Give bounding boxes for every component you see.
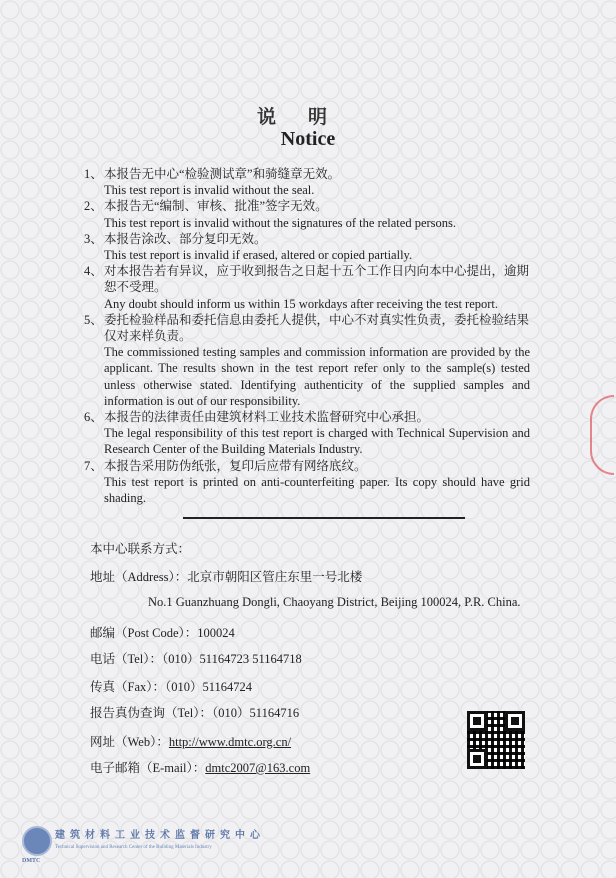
item-text-cn: 本报告无“编制、审核、批准”签字无效。 <box>104 199 328 214</box>
notice-list <box>84 166 530 506</box>
footer-org-cn: 建筑材料工业技术监督研究中心 <box>55 830 265 841</box>
item-text-cn: 本报告采用防伪纸张，复印后应带有网络底纹。 <box>104 458 367 473</box>
address-value: 北京市朝阳区管庄东里一号北楼 <box>187 570 363 584</box>
contact-heading: 本中心联系方式： <box>90 542 191 556</box>
item-text-cn: 委托检验样品和委托信息由委托人提供，中心不对真实性负责，委托检验结果仅对来样负责。 <box>104 312 530 344</box>
item-text-cn: 本报告的法律责任由建筑材料工业技术监督研究中心承担。 <box>104 410 430 425</box>
item-number: 6、 <box>84 410 103 425</box>
address-label: 地址（Address）： <box>90 570 188 584</box>
item-number: 5、 <box>84 312 103 327</box>
verify-telephone: 报告真伪查询（Tel）：（010）51164716 <box>90 706 300 720</box>
footer-abbr: DMTC <box>22 858 41 864</box>
item-text-en: The legal responsibility of this test report is charged with Technical Supervision and Research Center of the Building Materials Industry. <box>104 426 530 457</box>
item-text-cn: 对本报告若有异议，应于收到报告之日起十五个工作日内向本中心提出，逾期恕不受理。 <box>104 264 530 295</box>
item-text-en: This test report is invalid if erased, altered or copied partially. <box>104 248 413 263</box>
item-text-cn: 本报告涂改、部分复印无效。 <box>104 231 267 246</box>
notice-item <box>84 263 530 312</box>
postcode: 邮编（Post Code）：100024 <box>90 626 235 640</box>
dmtc-logo-icon <box>22 826 52 856</box>
footer-org-en: Technical Supervision and Research Center of the Building Materials Industry <box>55 845 212 850</box>
item-number: 1、 <box>84 167 103 181</box>
notice-item <box>84 409 530 458</box>
title-chinese: 说明 <box>256 107 359 128</box>
email-label: 电子邮箱（E-mail）： <box>90 761 206 775</box>
telephone: 电话（Tel）：（010）51164723 51164718 <box>90 652 302 666</box>
red-seal-stamp <box>590 395 614 475</box>
title-english: Notice <box>280 128 336 150</box>
notice-item <box>84 231 530 263</box>
item-number: 3、 <box>84 231 103 246</box>
website-label: 网址（Web）： <box>90 735 169 749</box>
website-link[interactable]: http://www.dmtc.org.cn/ <box>168 735 292 749</box>
notice-item <box>84 198 530 230</box>
item-number: 4、 <box>84 264 103 279</box>
item-text-en: This test report is invalid without the seal. <box>104 183 315 198</box>
email-link[interactable]: dmtc2007@163.com <box>205 761 311 775</box>
item-text-en: Any doubt should inform us within 15 workdays after receiving the test report. <box>104 296 499 311</box>
qr-code <box>467 711 525 769</box>
item-text-en: This test report is invalid without the signatures of the related persons. <box>104 215 457 230</box>
address-cn <box>90 570 362 585</box>
fax: 传真（Fax）：（010）51164724 <box>90 680 253 694</box>
website <box>90 735 291 750</box>
address-en: No.1 Guanzhuang Dongli, Chaoyang District, Beijing 100024, P.R. China. <box>148 595 521 609</box>
notice-item <box>84 312 530 409</box>
notice-item <box>84 166 530 198</box>
item-text-en: This test report is printed on anti-counterfeiting paper. Its copy should have grid shading. <box>104 474 530 506</box>
email <box>90 761 310 776</box>
item-text-en: The commissioned testing samples and commission information are provided by the applicant. The results shown in the test report refer only to the sample(s) tested unless otherwise stated. Identifying authenticity of the supplied samples and information is out of our responsibility. <box>104 345 530 408</box>
item-text-cn: 本报告无中心“检验测试章”和骑缝章无效。 <box>104 167 341 181</box>
divider <box>183 517 465 519</box>
item-number: 2、 <box>84 199 103 214</box>
notice-item <box>84 458 530 507</box>
item-number: 7、 <box>84 458 103 473</box>
